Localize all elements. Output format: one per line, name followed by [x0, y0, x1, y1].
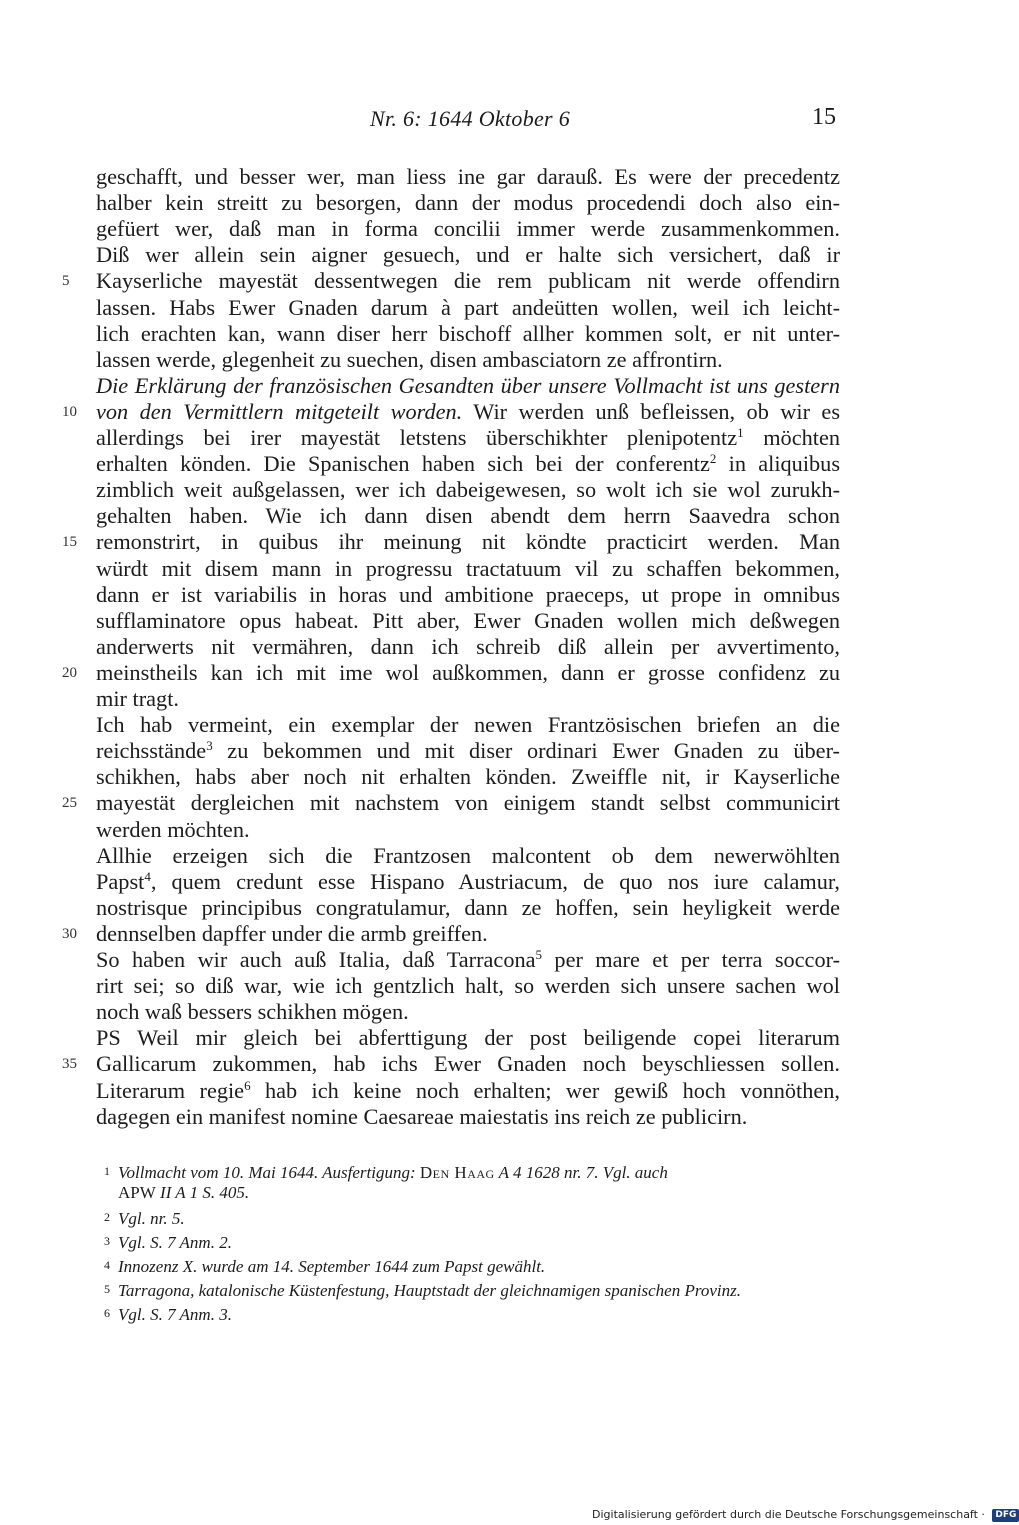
text-run: lich erachten kan, wann diser herr bischoff allher kommen solt, er nit unter-: [96, 321, 840, 346]
text-line: [96, 242, 840, 268]
text-line: [96, 1078, 840, 1104]
text-line: [96, 738, 840, 764]
dfg-logo-icon: DFG: [992, 1509, 1019, 1522]
footnote-number: 5: [104, 1282, 110, 1296]
text-line: [96, 477, 840, 503]
text-run: noch waß bessers schikhen mögen.: [96, 999, 409, 1024]
footnote-text: A 4 1628 nr. 7. Vgl. auch: [494, 1163, 668, 1182]
text-line: [96, 164, 840, 190]
text-line: [96, 425, 840, 451]
text-line: [96, 216, 840, 242]
footnote-ref: 2: [709, 451, 717, 466]
text-line: [96, 817, 840, 843]
text-line: [96, 268, 840, 294]
text-run: lassen werde, glegenheit zu suechen, disen ambasciatorn ze affrontirn.: [96, 347, 723, 372]
footnote-text: Vgl. nr. 5.: [118, 1209, 185, 1228]
text-line: [96, 712, 840, 738]
text-line: [96, 399, 840, 425]
text-run: Allhie erzeigen sich die Frantzosen malcontent ob dem newerwöhlten: [96, 843, 840, 868]
text-run: halber kein streitt zu besorgen, dann der modus procedendi doch also ein-: [96, 190, 840, 215]
footnote-text: Den Haag: [419, 1163, 495, 1182]
text-run: per mare et per terra soccor-: [542, 947, 841, 972]
footnote-number: 1: [104, 1164, 110, 1178]
text-run: Diß wer allein sein aigner gesuech, und er halte sich versichert, daß ir: [96, 242, 840, 267]
text-line: [96, 999, 840, 1025]
text-line: [96, 295, 840, 321]
text-run: remonstrirt, in quibus ihr meinung nit köndte practicirt werden. Man: [96, 529, 840, 554]
text-run: Literarum regie: [96, 1078, 245, 1103]
footnote-text: Vgl. S. 7 Anm. 3.: [118, 1305, 232, 1324]
page-header: [0, 106, 1000, 136]
text-line: [96, 190, 840, 216]
text-run: So haben wir auch auß Italia, daß Tarracona: [96, 947, 536, 972]
footnote-text: Vgl. S. 7 Anm. 2.: [118, 1233, 232, 1252]
text-run: dann er ist variabilis in horas und ambitione praeceps, ut prope in omnibus: [96, 582, 840, 607]
text-run: PS Weil mir gleich bei abferttigung der post beiligende copei literarum: [96, 1025, 840, 1050]
footnote-number: 4: [104, 1258, 110, 1272]
text-line: [96, 947, 840, 973]
text-line: [96, 582, 840, 608]
editorial-summary: von den Vermittlern mitgeteilt worden.: [96, 399, 463, 424]
footnote-number: 2: [104, 1210, 110, 1224]
text-line: [96, 321, 840, 347]
text-run: allerdings bei irer mayestät letstens überschikhter plenipotentz: [96, 425, 738, 450]
text-line: [96, 1104, 840, 1130]
footnote-number: 6: [104, 1306, 110, 1320]
text-run: werden möchten.: [96, 817, 250, 842]
text-run: anderwerts nit vermähren, dann ich schreib diß allein per avvertimento,: [96, 634, 840, 659]
text-run: reichsstände: [96, 738, 207, 763]
text-line: [96, 895, 840, 921]
text-line: [96, 1051, 840, 1077]
text-run: würdt mit disem mann in progressu tractatuum vil zu schaffen bekommen,: [96, 556, 840, 581]
line-number: 25: [62, 795, 77, 811]
text-run: , quem credunt esse Hispano Austriacum, de quo nos iure calamur,: [150, 869, 840, 894]
text-run: hab ich keine noch erhalten; wer gewiß hoch vonnöthen,: [250, 1078, 841, 1103]
text-line: [96, 608, 840, 634]
text-run: dennselben dapffer under die armb greiffen.: [96, 921, 488, 946]
line-number: 5: [62, 273, 70, 289]
text-line: [96, 451, 840, 477]
footnote: [118, 1182, 878, 1206]
footnote-text: Tarragona, katalonische Küstenfestung, Hauptstadt der gleichnamigen spanischen Provinz.: [118, 1281, 741, 1300]
text-run: dagegen ein manifest nomine Caesareae maiestatis ins reich ze publicirn.: [96, 1104, 748, 1129]
text-line: [96, 529, 840, 555]
footnote-ref: 4: [144, 869, 151, 884]
text-run: zu bekommen und mit diser ordinari Ewer Gnaden zu über-: [212, 738, 840, 763]
running-head: Nr. 6: 1644 Oktober 6: [370, 106, 571, 131]
text-line: [96, 634, 840, 660]
text-run: mayestät dergleichen mit nachstem von einigem standt selbst communicirt: [96, 790, 840, 815]
text-line: [96, 556, 840, 582]
line-number: 30: [62, 926, 77, 942]
text-run: schikhen, habs aber noch nit erhalten könden. Zweiffle nit, ir Kayserliche: [96, 764, 840, 789]
text-run: in aliquibus: [716, 451, 840, 476]
text-run: Ich hab vermeint, ein exemplar der newen Frantzösischen briefen an die: [96, 712, 840, 737]
text-run: meinstheils kan ich mit ime wol außkommen, dann er grosse confidenz zu: [96, 660, 840, 685]
footnote-text: APW: [118, 1183, 156, 1202]
text-run: lassen. Habs Ewer Gnaden darum à part andeütten wollen, weil ich leicht-: [96, 295, 840, 320]
text-run: geschafft, und besser wer, man liess ine gar darauß. Es were der precedentz: [96, 164, 840, 189]
text-line: [96, 973, 840, 999]
footnote: [104, 1230, 864, 1254]
editorial-summary: Die Erklärung der französischen Gesandten über unsere Vollmacht ist uns gestern: [96, 373, 840, 398]
text-run: zimblich weit außgelassen, wer ich dabeigewesen, so wolt ich sie wol zurukh-: [96, 477, 840, 502]
line-number: 20: [62, 665, 77, 681]
text-line: [96, 869, 840, 895]
text-line: [96, 503, 840, 529]
footnote: [104, 1302, 864, 1326]
text-run: gehalten haben. Wie ich dann disen abendt dem herrn Saavedra schon: [96, 503, 840, 528]
text-line: [96, 373, 840, 399]
footnote-ref: 6: [244, 1078, 251, 1093]
footnote-number: 3: [104, 1234, 110, 1248]
text-line: [96, 347, 840, 373]
footnote-text: II A 1 S. 405.: [155, 1183, 250, 1202]
footnote: [104, 1206, 864, 1230]
text-run: mir tragt.: [96, 686, 179, 711]
footnote: [104, 1160, 864, 1184]
text-run: Papst: [96, 869, 145, 894]
text-line: [96, 1025, 840, 1051]
line-number: 15: [62, 534, 77, 550]
text-run: Wir werden unß befleissen, ob wir es: [462, 399, 840, 424]
page-number: 15: [812, 104, 836, 130]
footnote-ref: 1: [737, 425, 744, 440]
text-line: [96, 843, 840, 869]
line-number: 35: [62, 1056, 77, 1072]
text-line: [96, 660, 840, 686]
line-number: 10: [62, 404, 77, 420]
footnote: [104, 1254, 864, 1278]
text-run: möchten: [743, 425, 840, 450]
footnote-ref: 5: [535, 947, 543, 962]
text-run: rirt sei; so diß war, wie ich gentzlich halt, so werden sich unsere sachen wol: [96, 973, 840, 998]
text-run: nostrisque principibus congratulamur, dann ze hoffen, sein heyligkeit werde: [96, 895, 840, 920]
text-line: [96, 790, 840, 816]
footnote-text: Innozenz X. wurde am 14. September 1644 zum Papst gewählt.: [118, 1257, 546, 1276]
text-line: [96, 764, 840, 790]
text-run: gefüert wer, daß man in forma concilii immer werde zusammenkommen.: [96, 216, 840, 241]
text-run: Kayserliche mayestät dessentwegen die rem publicam nit werde offendirn: [96, 268, 840, 293]
footnote-ref: 3: [206, 738, 213, 753]
credit-text: Digitalisierung gefördert durch die Deutsche Forschungsgemeinschaft ·: [592, 1508, 985, 1521]
footnote-text: Vollmacht vom 10. Mai 1644. Ausfertigung:: [118, 1163, 420, 1182]
text-line: [96, 686, 840, 712]
text-run: sufflaminatore opus habeat. Pitt aber, Ewer Gnaden wollen mich deßwegen: [96, 608, 840, 633]
text-run: Gallicarum zukommen, hab ichs Ewer Gnaden noch beyschliessen sollen.: [96, 1051, 840, 1076]
footnote: [104, 1278, 864, 1302]
text-run: erhalten könden. Die Spanischen haben sich bei der conferentz: [96, 451, 710, 476]
digitization-credit: [592, 1504, 1017, 1525]
text-line: [96, 921, 840, 947]
